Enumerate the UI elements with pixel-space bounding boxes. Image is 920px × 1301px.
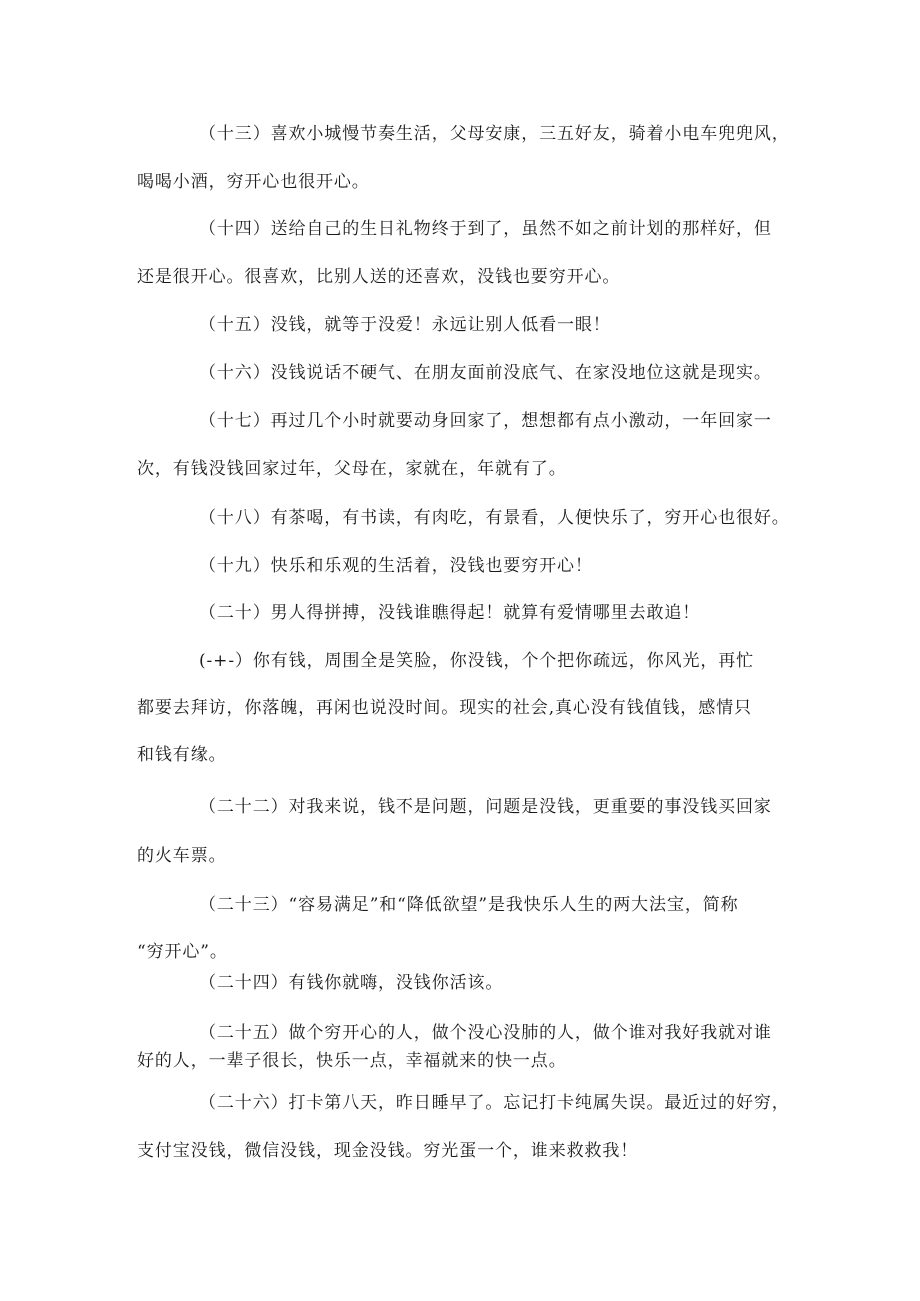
text-line: 好的人，一辈子很长，快乐一点，幸福就来的快一点。 bbox=[137, 1051, 567, 1071]
text-line: （二十二）对我来说，钱不是问题，问题是没钱，更重要的事没钱买回家 bbox=[199, 797, 772, 817]
text-line: （十三）喜欢小城慢节奏生活，父母安康，三五好友，骑着小电车兜兜风， bbox=[199, 124, 790, 144]
text-line: （二十六）打卡第八天，昨日睡早了。忘记打卡纯属失误。最近过的好穷， bbox=[199, 1093, 790, 1113]
text-line: （二十三）“容易满足”和“降低欲望”是我快乐人生的两大法宝，简称 bbox=[199, 895, 739, 915]
text-line: （十九）快乐和乐观的生活着，没钱也要穷开心！ bbox=[199, 556, 593, 576]
text-line: （二十四）有钱你就嗨，没钱你活该。 bbox=[199, 973, 504, 993]
text-line: 支付宝没钱，微信没钱，现金没钱。穷光蛋一个，谁来救救我！ bbox=[137, 1141, 639, 1161]
text-line: 和钱有缘。 bbox=[137, 745, 227, 765]
text-line: 还是很开心。很喜欢，比别人送的还喜欢，没钱也要穷开心。 bbox=[137, 267, 621, 287]
text-line: （十六）没钱说话不硬气、在朋友面前没底气、在家没地位这就是现实。 bbox=[199, 363, 772, 383]
text-line: 的火车票。 bbox=[137, 846, 227, 866]
text-line: “穷开心”。 bbox=[137, 942, 228, 962]
text-line: 喝喝小酒，穷开心也很开心。 bbox=[137, 172, 370, 192]
text-line: （十四）送给自己的生日礼物终于到了，虽然不如之前计划的那样好，但 bbox=[199, 219, 772, 239]
text-line: （十七）再过几个小时就要动身回家了，想想都有点小激动，一年回家一 bbox=[199, 411, 772, 431]
text-line: 都要去拜访，你落魄，再闲也说没时间。现实的社会,真心没有钱值钱，感情只 bbox=[137, 698, 752, 718]
text-line: (-+-）你有钱，周围全是笑脸，你没钱，个个把你疏远，你风光，再忙 bbox=[199, 651, 755, 671]
text-line: （十八）有茶喝，有书读，有肉吃，有景看，人便快乐了，穷开心也很好。 bbox=[199, 508, 790, 528]
text-line: （十五）没钱，就等于没爱！永远让别人低看一眼！ bbox=[199, 315, 611, 335]
text-line: （二十）男人得拼搏，没钱谁瞧得起！就算有爱情哪里去敢追！ bbox=[199, 603, 701, 623]
text-line: （二十五）做个穷开心的人，做个没心没肺的人，做个谁对我好我就对谁 bbox=[199, 1023, 772, 1043]
text-line: 次，有钱没钱回家过年，父母在，家就在，年就有了。 bbox=[137, 459, 567, 479]
